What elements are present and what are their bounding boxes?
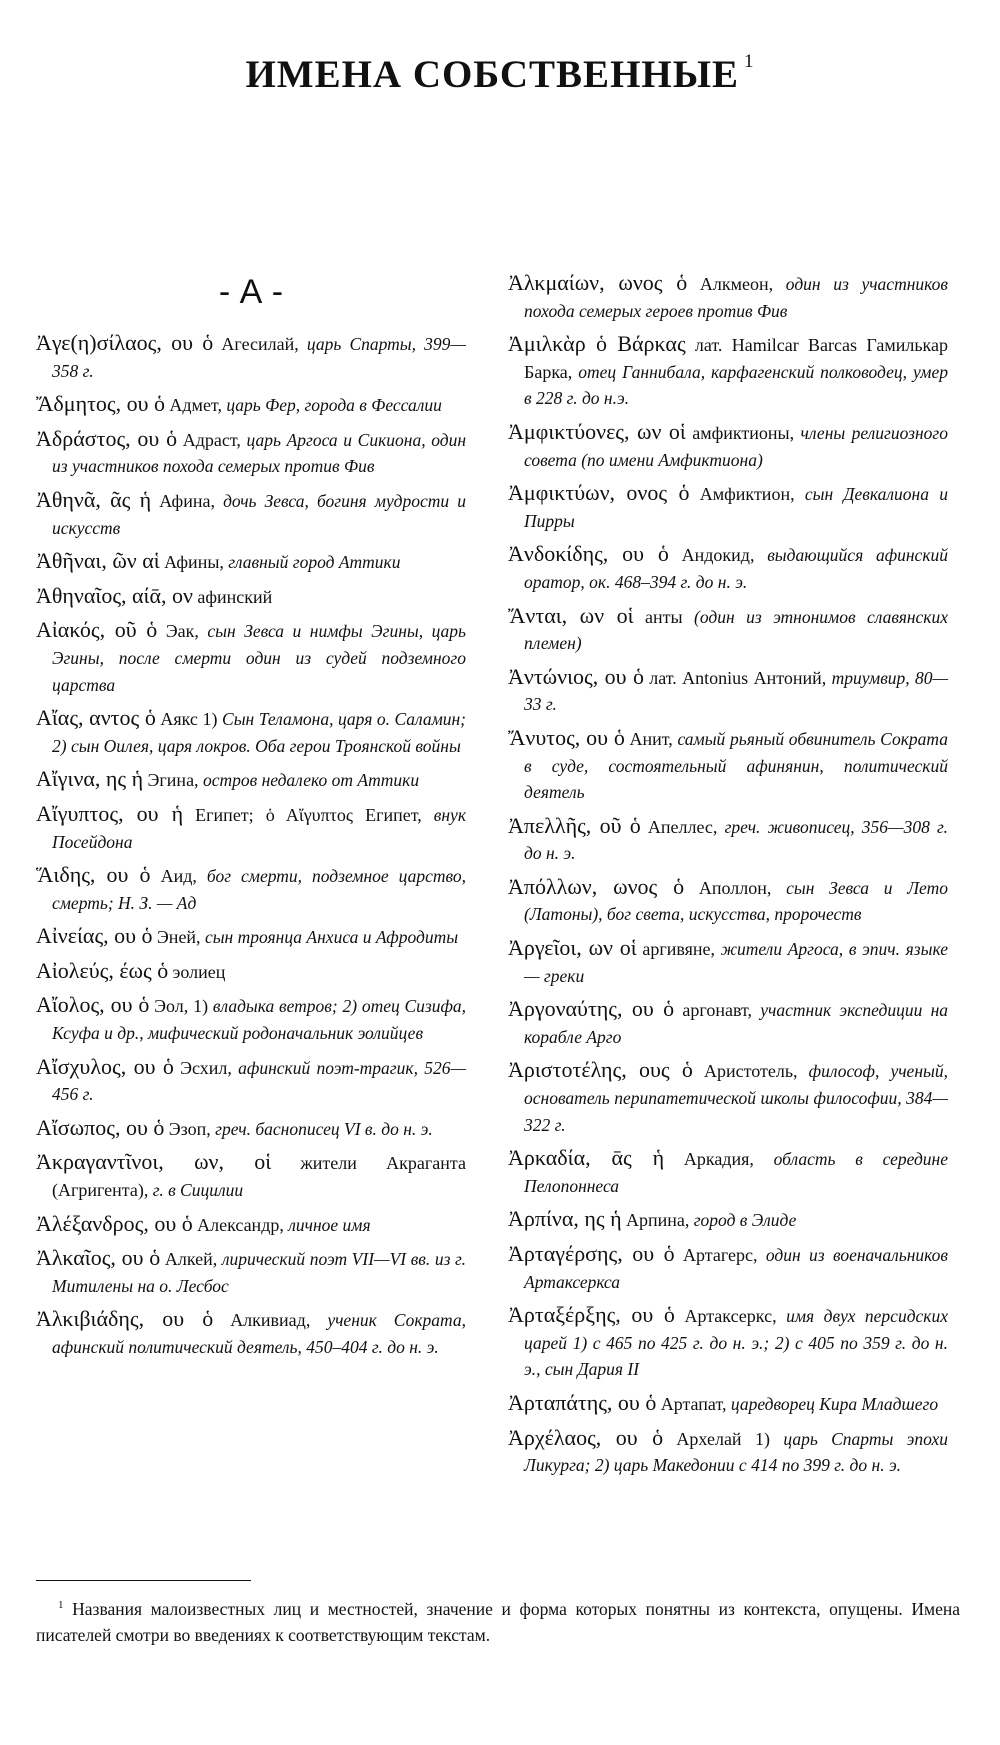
dictionary-entry: [36, 1149, 466, 1203]
translation: Апеллес,: [647, 816, 718, 837]
entry-note: философ, ученый, основатель перипатетической школы философии, 384—322 г.: [524, 1061, 948, 1135]
headword: Ἀθῆναι, ῶν αἱ: [36, 548, 160, 574]
entry-note: греч. живописец, 356—308 г. до н. э.: [524, 816, 948, 864]
headword: Ἀρταγέρσης, ου ὁ: [508, 1241, 675, 1266]
translation: аргивяне,: [642, 939, 716, 960]
headword: Ἀκραγαντῖνοι, ων, οἱ: [36, 1149, 272, 1175]
headword: Ἀδράστος, ου ὁ: [36, 425, 178, 451]
headword: Αἴγινα, ης ἡ: [36, 766, 144, 792]
entry-note: ученик Сократа, афинский политический деятель, 450–404 г. до н. э.: [52, 1310, 466, 1357]
entry-note: жители Аргоса, в эпич. языке — греки: [524, 939, 949, 986]
headword: Ἀλκιβιάδης, ου ὁ: [36, 1306, 214, 1332]
translation: афинский: [197, 586, 273, 607]
entry-note: афинский поэт-трагик, 526—456 г.: [52, 1057, 467, 1105]
dictionary-entry: [36, 705, 466, 759]
dictionary-entry: [36, 1054, 466, 1108]
translation: Анит,: [629, 728, 673, 749]
dictionary-entry: [36, 923, 466, 951]
entry-note: Сын Теламона, царя о. Саламин; 2) сын Оилея, царя локров. Оба герои Троянской войны: [52, 709, 467, 756]
translation: Архелай 1): [676, 1428, 771, 1449]
dictionary-entry: [36, 330, 466, 384]
entry-note: владыка ветров; 2) отец Сизифа, Ксуфа и др., мифический родоначальник эолийцев: [52, 996, 467, 1044]
headword: Ἀρταπάτης, ου ὁ: [508, 1389, 657, 1415]
dictionary-entry: [508, 1241, 948, 1295]
headword: Ἀμιλκὰρ ὁ Βάρκας: [508, 331, 686, 357]
headword: Αἴσωπος, ου ὁ: [36, 1114, 165, 1140]
entry-note: дочь Зевса, богиня мудрости и искусств: [52, 490, 467, 538]
entry-note: лирический поэт VII—VI вв. из г. Митилены на о. Лесбос: [52, 1249, 467, 1296]
footnote: [36, 1592, 960, 1648]
translation: Аид,: [160, 866, 197, 887]
translation: Алкей,: [164, 1249, 218, 1270]
footnote-text: Названия малоизвестных лиц и местностей, значение и форма которых понятны из контекста, опущены. Имена писателей смотри во введениях к соответствующим текстам.: [36, 1598, 960, 1645]
entry-note: царь Спарты эпохи Ликурга; 2) царь Македонии с 414 по 399 г. до н. э.: [524, 1428, 949, 1476]
entry-note: отец Ганнибала, карфагенский полководец, умер в 228 г. до н.э.: [524, 361, 948, 409]
headword: Ἀθηνᾶ, ᾶς ἡ: [36, 486, 152, 512]
translation: жители Акраганта (Агригента),: [52, 1153, 466, 1201]
headword: Ἀπελλῆς, οῦ ὁ: [508, 812, 641, 838]
headword: Ἀρχέλαος, ου ὁ: [508, 1424, 664, 1450]
translation: Эак,: [165, 621, 199, 642]
headword: Ἀρπίνα, ης ἡ: [508, 1206, 622, 1232]
dictionary-entry: [508, 419, 948, 473]
headword: Αἰνείας, ου ὁ: [36, 923, 153, 949]
dictionary-entry: [508, 813, 948, 867]
entry-note: внук Посейдона: [52, 804, 467, 852]
dictionary-entry: [508, 331, 948, 412]
headword: Ἀλκμαίων, ωνος ὁ: [508, 270, 688, 295]
headword: Αἴσχυλος, ου ὁ: [36, 1053, 174, 1079]
dictionary-entry: [36, 766, 466, 794]
dictionary-entry: [508, 1145, 948, 1199]
entry-note: царь Аргоса и Сикиона, один из участников похода семерых против Фив: [52, 429, 467, 477]
translation: Эсхил,: [180, 1057, 232, 1078]
right-entries: [508, 270, 948, 1479]
translation: Андокид,: [681, 545, 755, 566]
translation: Артапат,: [660, 1393, 727, 1414]
translation: анты: [645, 606, 683, 627]
headword: Ἀγε(η)σίλαος, ου ὁ: [36, 330, 214, 355]
headword: Ἀριστοτέλης, ους ὁ: [508, 1057, 693, 1083]
translation: Артаксеркс,: [684, 1306, 777, 1327]
dictionary-entry: [508, 725, 948, 806]
entry-note: главный город Аттики: [228, 552, 401, 573]
entry-note: имя двух персидских царей 1) с 465 по 425 г. до н. э.; 2) с 405 по 359 г. до н. э., сын Дария II: [524, 1306, 949, 1380]
translation: Афина,: [159, 490, 215, 511]
dictionary-entry: [36, 958, 466, 986]
section-letter: - А -: [218, 273, 284, 311]
translation: лат. Hamilcar Barcas Гамилькар Барка,: [524, 335, 948, 382]
headword: Ἀλκαῖος, ου ὁ: [36, 1245, 161, 1271]
translation: Египет; ὁ Αἴγυπτος Египет,: [195, 804, 422, 825]
dictionary-entry: [508, 1206, 948, 1234]
translation: Афины,: [164, 552, 224, 573]
dictionary-entry: [36, 801, 466, 855]
headword: Αἴας, αντος ὁ: [36, 705, 156, 731]
dictionary-entry: [508, 1302, 948, 1383]
headword: Ἀπόλλων, ωνος ὁ: [508, 873, 685, 899]
entry-note: (один из этнонимов славянских племен): [524, 606, 948, 654]
translation: Эол, 1): [154, 996, 209, 1017]
translation: Эней,: [156, 927, 201, 948]
headword: Αἰολεύς, έως ὁ: [36, 957, 169, 983]
entry-note: члены религиозного совета (по имени Амфиктиона): [524, 422, 948, 470]
entry-note: сын Зевса и нимфы Эгины, царь Эгины, после смерти один из судей подземного царства: [52, 621, 467, 695]
translation: Эгина,: [147, 770, 199, 791]
entry-note: самый рьяный обвинитель Сократа в суде, состоятельный афинянин, политический деятель: [524, 728, 948, 803]
translation: Эзоп,: [168, 1118, 211, 1139]
dictionary-entry: [508, 664, 948, 718]
translation: эолиец: [172, 961, 226, 982]
right-column: [508, 270, 948, 1486]
dictionary-entry: [508, 541, 948, 595]
entry-note: остров недалеко от Аттики: [202, 770, 420, 791]
headword: Ἀργεῖοι, ων οἱ: [508, 935, 637, 961]
dictionary-entry: [508, 270, 948, 324]
entry-note: город в Элиде: [693, 1210, 797, 1231]
entry-note: выдающийся афинский оратор, ок. 468–394 г. до н. э.: [524, 545, 948, 592]
dictionary-entry: [36, 862, 466, 916]
headword: Ἀργοναύτης, ου ὁ: [508, 996, 675, 1022]
entry-note: сын Зевса и Лето (Латоны), бог света, искусства, пророчеств: [524, 877, 948, 925]
page-title-text: ИМЕНА СОБСТВЕННЫЕ: [245, 53, 740, 96]
entry-note: один из участников похода семерых героев против Фив: [524, 274, 949, 321]
entry-note: г. в Сицилии: [152, 1180, 244, 1201]
headword: Ἀλέξανδρος, ου ὁ: [36, 1210, 193, 1236]
headword: Ἀμφικτύονες, ων οἱ: [508, 418, 686, 444]
dictionary-entry: [36, 1115, 466, 1143]
dictionary-entry: [36, 391, 466, 419]
translation: Аристотель,: [703, 1061, 798, 1082]
headword: Αἰακός, οῦ ὁ: [36, 617, 158, 643]
dictionary-entry: [508, 1425, 948, 1479]
headword: Ἀνδοκίδης, ου ὁ: [508, 541, 669, 567]
dictionary-entry: [508, 874, 948, 928]
dictionary-entry: [36, 487, 466, 541]
dictionary-entry: [508, 996, 948, 1050]
headword: Ἀμφικτύων, ονος ὁ: [508, 480, 690, 506]
dictionary-entry: [36, 548, 466, 576]
headword: Αἴολος, ου ὁ: [36, 992, 150, 1018]
page-title: [0, 52, 1000, 97]
dictionary-entry: [36, 992, 466, 1046]
title-footnote-mark: 1: [744, 51, 755, 72]
translation: аргонавт,: [682, 1000, 753, 1021]
translation: амфиктионы,: [692, 422, 795, 443]
translation: Аполлон,: [698, 877, 772, 898]
dictionary-entry: [508, 603, 948, 657]
headword: Ἀρταξέρξης, ου ὁ: [508, 1302, 675, 1328]
dictionary-entry: [36, 1211, 466, 1239]
translation: Адраст,: [182, 429, 241, 450]
entry-note: участник экспедиции на корабле Арго: [524, 1000, 949, 1047]
translation: Аякс 1): [160, 709, 218, 730]
translation: Арпина,: [625, 1210, 690, 1231]
translation: Артагерс,: [683, 1245, 758, 1265]
headword: Ἀρκαδία, ᾱς ἡ: [508, 1145, 665, 1171]
headword: Ἄδμητος, ου ὁ: [36, 391, 166, 417]
left-column: [36, 272, 466, 1368]
entry-note: греч. баснописец VI в. до н. э.: [215, 1118, 433, 1139]
entry-note: личное имя: [288, 1214, 371, 1235]
entry-note: триумвир, 80—33 г.: [524, 667, 949, 715]
translation: Алкмеон,: [699, 274, 774, 294]
footnote-mark: 1: [58, 1599, 64, 1611]
footnote-rule: [36, 1580, 251, 1581]
dictionary-entry: [36, 583, 466, 611]
headword: Ἀθηναῖος, αίᾱ, ον: [36, 582, 193, 608]
translation: Адмет,: [169, 395, 222, 416]
dictionary-entry: [36, 426, 466, 480]
translation: Алкивиад,: [230, 1310, 311, 1331]
entry-note: царь Фер, города в Фессалии: [226, 395, 442, 416]
entry-note: сын Девкалиона и Пирры: [524, 484, 948, 531]
headword: Ἅιδης, ου ὁ: [36, 862, 151, 888]
dictionary-entry: [508, 1057, 948, 1138]
translation: лат. Antonius Антоний,: [649, 667, 827, 688]
left-entries: [36, 330, 466, 1361]
headword: Ἄνται, ων οἱ: [508, 602, 634, 628]
entry-note: царь Спарты, 399—358 г.: [52, 334, 466, 381]
translation: Александр,: [197, 1214, 284, 1235]
dictionary-entry: [508, 480, 948, 534]
headword: Ἀντώνιος, ου ὁ: [508, 663, 644, 689]
dictionary-entry: [36, 1306, 466, 1360]
entry-note: бог смерти, подземное царство, смерть; Н. З. — Ад: [52, 866, 467, 913]
translation: Аркадия,: [683, 1149, 754, 1170]
dictionary-entry: [508, 1390, 948, 1418]
entry-note: область в середине Пелопоннеса: [524, 1149, 949, 1196]
entry-note: сын троянца Анхиса и Афродиты: [204, 927, 459, 948]
headword: Αἴγυπτος, ου ἡ: [36, 800, 184, 826]
entry-note: царедворец Кира Младшего: [730, 1393, 939, 1414]
translation: Амфиктион,: [699, 484, 795, 505]
dictionary-entry: [36, 1245, 466, 1299]
dictionary-entry: [508, 935, 948, 989]
headword: Ἄνυτος, ου ὁ: [508, 724, 625, 750]
entry-note: один из военачальников Артаксеркса: [524, 1245, 949, 1292]
translation: Агесилай,: [221, 334, 299, 354]
dictionary-entry: [36, 617, 466, 698]
